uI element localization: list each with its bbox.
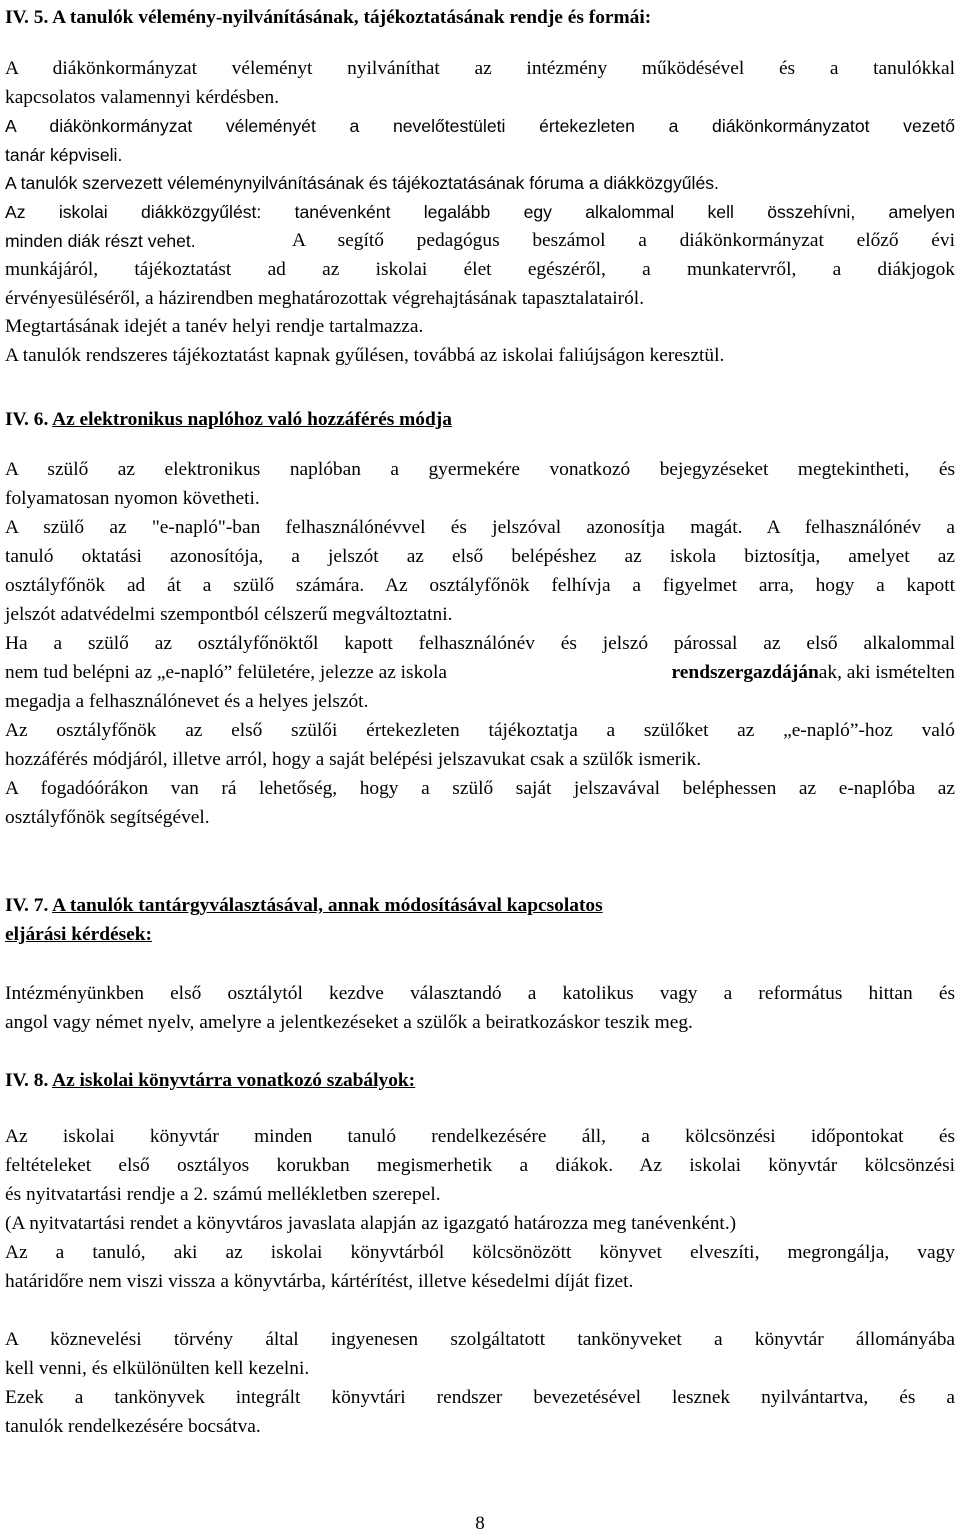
paragraph-line: Intézményünkben első osztálytól kezdve választandó a katolikus vagy a református hittan és	[5, 983, 955, 1004]
page-number: 8	[475, 1513, 485, 1534]
paragraph-line: hozzáférés módjáról, illetve arról, hogy a saját belépési jelszavukat csak a szülők ismerik.	[5, 749, 702, 770]
text-run: A segítő pedagógus beszámol a diákönkormányzat előző évi	[292, 230, 955, 251]
paragraph-line: határidőre nem viszi vissza a könyvtárba, kártérítést, illetve késedelmi díját fizet.	[5, 1271, 634, 1292]
paragraph-line	[5, 227, 955, 255]
paragraph-line: A diákönkormányzat véleményt nyilváníthat az intézmény működésével és a tanulókkal	[5, 58, 955, 79]
section-heading	[5, 892, 955, 920]
paragraph-line: A tanulók szervezett véleménynyilvánításának és tájékoztatásának fóruma a diákközgyűlés.	[5, 173, 719, 193]
paragraph-line: tanár képviseli.	[5, 145, 123, 165]
paragraph-line: A fogadóórákon van rá lehetőség, hogy a szülő saját jelszavával beléphessen az e-naplóba az	[5, 778, 955, 799]
section-number: IV. 6.	[5, 409, 49, 430]
section-title-continued: eljárási kérdések:	[5, 924, 153, 945]
paragraph-line: A tanulók rendszeres tájékoztatást kapnak gyűlésen, továbbá az iskolai faliújságon keresztül.	[5, 345, 725, 366]
section-heading	[5, 1067, 955, 1095]
paragraph-line: Ezek a tankönyvek integrált könyvtári rendszer bevezetésével lesznek nyilvántartva, és a	[5, 1387, 955, 1408]
paragraph-line: és nyitvatartási rendje a 2. számú mellékletben szerepel.	[5, 1184, 441, 1205]
paragraph-line: A szülő az elektronikus naplóban a gyermekére vonatkozó bejegyzéseket megtekintheti, és	[5, 459, 955, 480]
section-number: IV. 5.	[5, 7, 49, 28]
text-run: ak, aki ismételten	[818, 662, 955, 683]
section-number: IV. 7.	[5, 895, 49, 916]
paragraph-line: folyamatosan nyomon követheti.	[5, 488, 260, 509]
paragraph-line: Ha a szülő az osztályfőnöktől kapott felhasználónév és jelszó párossal az első alkalommal	[5, 633, 955, 654]
paragraph-line: A szülő az "e-napló"-ban felhasználónévvel és jelszóval azonosítja magát. A felhasználónév a	[5, 517, 955, 538]
text-run-bold: rendszergazdáján	[671, 662, 819, 683]
paragraph-line: megadja a felhasználónevet és a helyes jelszót.	[5, 691, 369, 712]
paragraph-line	[5, 659, 955, 687]
section-title: A tanulók vélemény-nyilvánításának, tájékoztatásának rendje és formái:	[52, 7, 652, 28]
paragraph-line: tanulók rendelkezésére bocsátva.	[5, 1416, 261, 1437]
paragraph-line: érvényesüléséről, a házirendben meghatározottak végrehajtásának tapasztalatairól.	[5, 288, 645, 309]
paragraph-line: kell venni, és elkülönülten kell kezelni.	[5, 1358, 310, 1379]
paragraph-line: munkájáról, tájékoztatást ad az iskolai élet egészéről, a munkatervről, a diákjogok	[5, 259, 955, 280]
paragraph-line: A diákönkormányzat véleményét a nevelőtestületi értekezleten a diákönkormányzatot vezető	[5, 116, 955, 136]
paragraph-line: osztályfőnök ad át a szülő számára. Az osztályfőnök felhívja a figyelmet arra, hogy a kapott	[5, 575, 955, 596]
paragraph-line: angol vagy német nyelv, amelyre a jelentkezéseket a szülők a beiratkozáskor teszik meg.	[5, 1012, 693, 1033]
paragraph-line: tanuló oktatási azonosítója, a jelszót az első belépéshez az iskola biztosítja, amelyet az	[5, 546, 955, 567]
section-title: Az iskolai könyvtárra vonatkozó szabályok:	[52, 1070, 416, 1091]
section-title: A tanulók tantárgyválasztásával, annak módosításával kapcsolatos	[52, 895, 603, 916]
section-number: IV. 8.	[5, 1070, 49, 1091]
paragraph-line: (A nyitvatartási rendet a könyvtáros javaslata alapján az igazgató határozza meg tanévenként.)	[5, 1213, 737, 1234]
paragraph-line: osztályfőnök segítségével.	[5, 807, 210, 828]
paragraph-line: feltételeket első osztályos korukban megismerhetik a diákok. Az iskolai könyvtár kölcsönzési	[5, 1155, 955, 1176]
section-title: Az elektronikus naplóhoz való hozzáférés módja	[52, 409, 452, 430]
paragraph-line: A köznevelési törvény által ingyenesen szolgáltatott tankönyveket a könyvtár állományába	[5, 1329, 955, 1350]
section-heading	[5, 406, 955, 434]
section-heading	[5, 4, 955, 32]
paragraph-line: Az iskolai diákközgyűlést: tanévenként legalább egy alkalommal kell összehívni, amelyen	[5, 202, 955, 222]
paragraph-line: Az a tanuló, aki az iskolai könyvtárból kölcsönözött könyvet elveszíti, megrongálja, vagy	[5, 1242, 955, 1263]
text-run: minden diák részt vehet.	[5, 231, 196, 251]
text-run: nem tud belépni az „e-napló” felületére, jelezze az iskola	[5, 662, 447, 683]
paragraph-line: Az iskolai könyvtár minden tanuló rendelkezésére áll, a kölcsönzési időpontokat és	[5, 1126, 955, 1147]
paragraph-line: jelszót adatvédelmi szempontból célszerű megváltoztatni.	[5, 604, 453, 625]
paragraph-line: kapcsolatos valamennyi kérdésben.	[5, 87, 280, 108]
paragraph-line: Az osztályfőnök az első szülői értekezleten tájékoztatja a szülőket az „e-napló”-hoz való	[5, 720, 955, 741]
paragraph-line: Megtartásának idejét a tanév helyi rendje tartalmazza.	[5, 316, 424, 337]
